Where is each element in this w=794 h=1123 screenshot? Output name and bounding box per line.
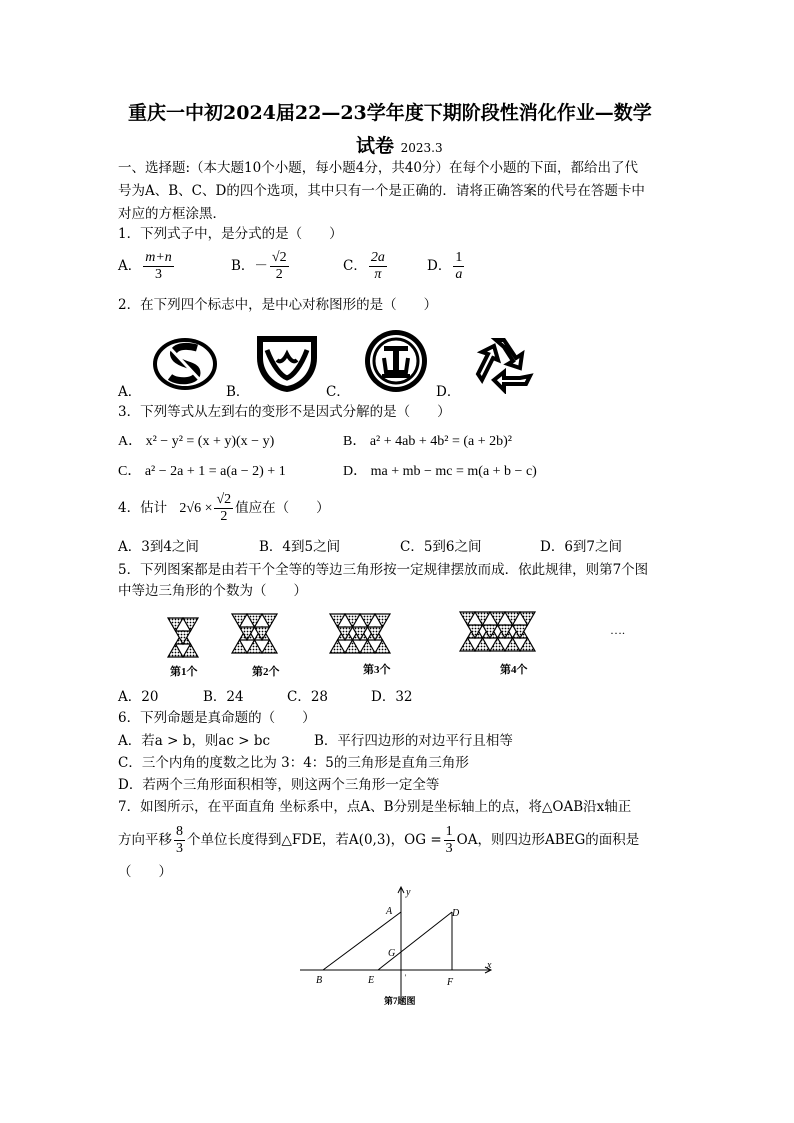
q4-fraction: $\frac{√2}{2}$: [216, 492, 232, 524]
section-intro-line1: 一、选择题:（本大题10个小题，每小题4分，共40分）在每个小题的下面，都给出了代: [118, 160, 638, 176]
q4-option-a: A．3到4之间: [118, 539, 199, 555]
pattern2-top-triangle: [232, 614, 247, 627]
pattern1-bottom-triangle: [168, 644, 183, 657]
q2-label-b: B．: [226, 384, 250, 400]
pattern2-bottom-triangle: [247, 640, 262, 653]
pattern3-bottom-triangle: [345, 640, 360, 653]
pattern2-bottom-triangle: [232, 640, 247, 653]
q1-d-fraction: $\frac{1}{a}$: [455, 250, 463, 282]
label-b: B: [316, 975, 323, 986]
pattern4-top-triangle: [460, 612, 475, 625]
pattern3-top-triangle: [360, 614, 375, 627]
q1-b-fraction: $\frac{√2}{2}$: [271, 250, 287, 282]
pattern3-bottom-triangle: [375, 640, 390, 653]
q5-caption-4: 第4个: [500, 664, 528, 676]
q7-line3: （ ）: [118, 864, 172, 880]
pattern2-bottom-triangle: [262, 640, 277, 653]
q5-option-d: D．32: [371, 689, 413, 705]
pattern3-top-triangle: [375, 614, 390, 627]
recycle-icon: [474, 334, 538, 394]
q1-a-fraction: $\frac{m+n}{3}$: [145, 250, 172, 282]
pattern4-top-triangle: [490, 612, 505, 625]
pattern3-bottom-triangle: [360, 640, 375, 653]
pattern1-top-triangle: [183, 618, 198, 631]
logo-b-icon: [253, 330, 321, 396]
q7-coordinate-figure: [298, 884, 498, 1009]
q1-option-c: C． $\frac{2a}{\pi}$: [343, 250, 385, 282]
q3-option-a: A． x² − y² = (x + y)(x − y): [118, 434, 275, 449]
label-o: ': [404, 973, 406, 982]
pattern4-bottom-triangle: [520, 638, 535, 651]
q2-stem: 2．在下列四个标志中，是中心对称图形的是（ ）: [118, 297, 438, 313]
q6-option-b: B．平行四边形的对边平行且相等: [314, 733, 513, 749]
pattern4-bottom-triangle: [460, 638, 475, 651]
q1-option-d: D． $\frac{1}{a}$: [427, 250, 463, 282]
logo-c-icon: [362, 328, 430, 394]
page-title-line2: [356, 131, 443, 158]
q6-stem: 6．下列命题是真命题的（ ）: [118, 710, 316, 726]
section-intro-line3: 对应的方框涂黑．: [118, 206, 226, 222]
label-a: A: [386, 906, 393, 917]
q7-fraction-1: $\frac{8}{3}$: [176, 824, 183, 856]
page-title: 重庆一中初2024届22—23学年度下期阶段性消化作业—数学: [128, 102, 652, 124]
q4-option-c: C．5到6之间: [400, 539, 482, 555]
label-f: F: [447, 977, 454, 988]
q7-fraction-2: $\frac{1}{3}$: [445, 824, 453, 856]
pattern4-bottom-triangle: [490, 638, 505, 651]
q4-option-b: B．4到5之间: [259, 539, 341, 555]
pattern3-top-triangle: [330, 614, 345, 627]
q5-option-b: B．24: [203, 689, 244, 705]
label-y: y: [406, 887, 411, 898]
pattern4-bottom-triangle: [505, 638, 520, 651]
q1-stem: 1．下列式子中，是分式的是（ ）: [118, 226, 343, 242]
q3-stem: 3．下列等式从左到右的变形不是因式分解的是（ ）: [118, 404, 451, 420]
q5-caption-1: 第1个: [170, 666, 198, 678]
label-x: x: [487, 960, 492, 971]
q2-label-a: A．: [118, 384, 142, 400]
q3-option-b: B． a² + 4ab + 4b² = (a + 2b)²: [343, 434, 512, 449]
q5-pattern-figure: [150, 600, 640, 680]
label-d: D: [452, 908, 460, 919]
pattern4-bottom-triangle: [475, 638, 490, 651]
q5-caption-2: 第2个: [252, 666, 280, 678]
q5-ellipsis: ….: [610, 623, 625, 637]
q2-label-d: D．: [436, 384, 461, 400]
q2-label-c: C．: [326, 384, 350, 400]
q5-option-a: A．20: [118, 689, 159, 705]
q5-stem-line2: 中等边三角形的个数为（ ）: [118, 583, 307, 599]
q5-option-c: C．28: [287, 689, 329, 705]
q6-option-c: C．三个内角的度数之比为 3：4：5的三角形是直角三角形: [118, 755, 469, 771]
q6-option-d: D．若两个三角形面积相等，则这两个三角形一定全等: [118, 777, 440, 793]
q5-caption-3: 第3个: [363, 664, 391, 676]
pattern4-top-triangle: [505, 612, 520, 625]
pattern4-top-triangle: [520, 612, 535, 625]
q1-option-b: B．－ $\frac{√2}{2}$: [231, 250, 287, 282]
label-g: G: [388, 948, 396, 959]
pattern3-top-triangle: [345, 614, 360, 627]
pattern1-bottom-triangle: [183, 644, 198, 657]
q4-stem: 4．估计 2√6 × $\frac{√2}{2}$ 值应在（ ）: [118, 492, 330, 524]
q7-line2: 方向平移 $\frac{8}{3}$ 个单位长度得到△FDE，若A(0,3)，OG = $\frac{1}{3}$ OA，则四边形ABEG的面积是: [118, 824, 640, 856]
title-date: 2023.3: [400, 141, 443, 155]
q3-option-d: D． ma + mb − mc = m(a + b − c): [343, 464, 537, 479]
q7-line1: 7．如图所示，在平面直角 坐标系中，点A、B分别是坐标轴上的点，将△OAB沿x轴正: [118, 799, 632, 815]
q3-option-c: C． a² − 2a + 1 = a(a − 2) + 1: [118, 464, 286, 479]
q1-c-fraction: $\frac{2a}{\pi}$: [370, 250, 385, 282]
q7-figure-caption: 第7题图: [384, 996, 416, 1006]
q6-option-a: A．若a > b，则ac > bc: [118, 733, 271, 749]
pattern3-bottom-triangle: [330, 640, 345, 653]
section-intro-line2: 号为A、B、C、D的四个选项，其中只有一个是正确的．请将正确答案的代号在答题卡中: [118, 183, 645, 199]
pattern2-top-triangle: [247, 614, 262, 627]
q4-option-d: D．6到7之间: [540, 539, 623, 555]
title-word: 试卷: [356, 135, 395, 157]
label-e: E: [368, 975, 375, 986]
q1-option-a: A． $\frac{m+n}{3}$: [118, 250, 172, 282]
pattern4-top-triangle: [475, 612, 490, 625]
q4-expression: 2√6 ×: [179, 501, 213, 516]
logo-a-icon: [150, 335, 220, 393]
q5-stem-line1: 5．下列图案都是由若干个全等的等边三角形按一定规律摆放而成．依此规律，则第7个图: [118, 562, 649, 578]
pattern1-top-triangle: [168, 618, 183, 631]
pattern2-top-triangle: [262, 614, 277, 627]
